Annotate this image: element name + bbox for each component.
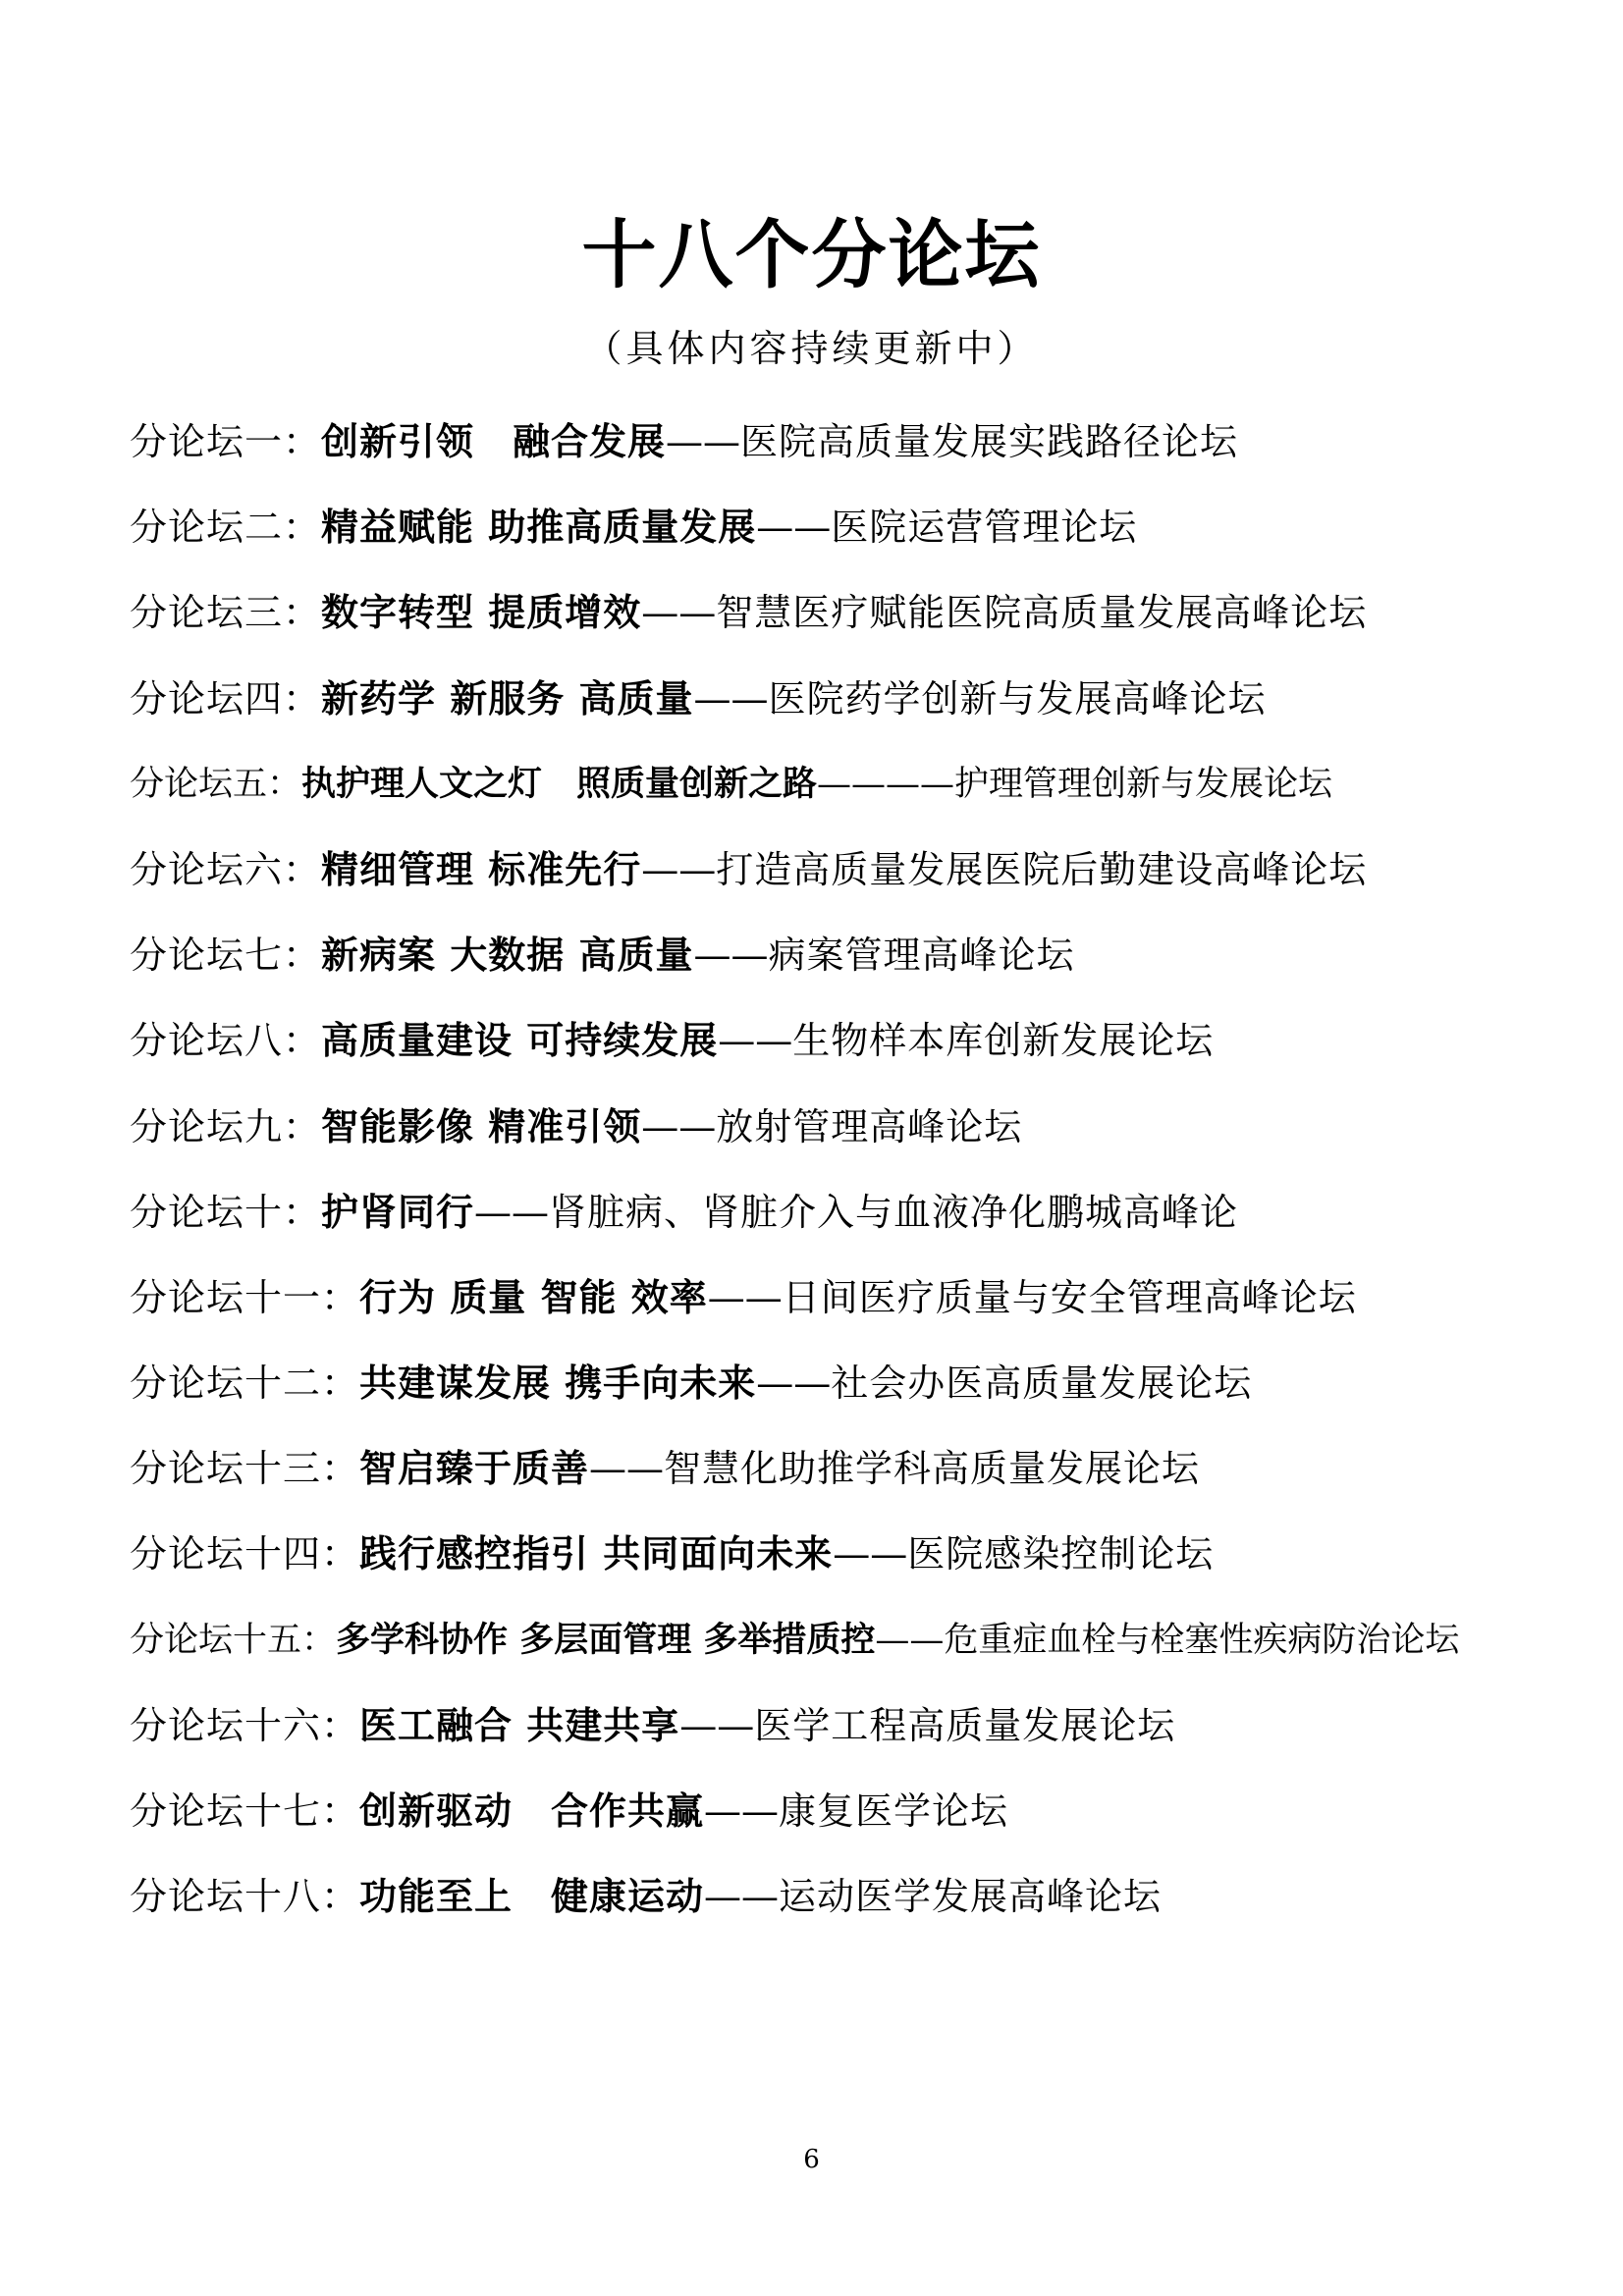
forum-dash: ———— (817, 764, 955, 804)
forum-topic: 医学工程高质量发展论坛 (754, 1703, 1176, 1747)
forum-list (130, 412, 1524, 1952)
forum-label: 分论坛十八： (130, 1875, 360, 1919)
forum-slogan: 执护理人文之灯 照质量创新之路 (301, 763, 818, 804)
forum-label: 分论坛十三： (130, 1447, 360, 1491)
forum-slogan: 智启臻于质善 (359, 1446, 590, 1491)
forum-slogan: 高质量建设 可持续发展 (321, 1018, 719, 1063)
forum-dash: —— (693, 934, 769, 978)
forum-slogan: 多学科协作 多层面管理 多举措质控 (336, 1619, 876, 1660)
forum-topic: 护理管理创新与发展论坛 (954, 764, 1333, 804)
forum-dash: —— (875, 1620, 945, 1660)
forum-dash: —— (679, 1703, 755, 1747)
page-number: 6 (803, 2145, 820, 2174)
forum-label: 分论坛九： (130, 1104, 322, 1148)
forum-topic: 医院运营管理论坛 (831, 506, 1138, 550)
forum-dash: —— (833, 1532, 908, 1576)
page-subtitle: （具体内容持续更新中） (584, 327, 1039, 370)
forum-label: 分论坛五： (130, 764, 302, 804)
forum-label: 分论坛十： (130, 1190, 322, 1234)
forum-label: 分论坛六： (130, 847, 322, 891)
forum-slogan: 精细管理 标准先行 (321, 846, 642, 891)
forum-dash: —— (589, 1447, 665, 1491)
forum-label: 分论坛四： (130, 676, 322, 721)
page-title: 十八个分论坛 (581, 211, 1042, 298)
forum-label: 分论坛十二： (130, 1362, 360, 1406)
forum-topic: 运动医学发展高峰论坛 (779, 1875, 1163, 1919)
forum-item-4 (130, 669, 1524, 755)
forum-label: 分论坛十一： (130, 1275, 360, 1319)
forum-item-16 (130, 1696, 1524, 1782)
forum-item-15 (130, 1611, 1524, 1696)
forum-label: 分论坛一： (130, 420, 322, 463)
forum-item-12 (130, 1354, 1524, 1439)
forum-item-9 (130, 1097, 1524, 1183)
forum-item-10 (130, 1183, 1524, 1268)
forum-topic: 放射管理高峰论坛 (716, 1104, 1023, 1148)
forum-dash: —— (474, 1190, 550, 1234)
forum-label: 分论坛十四： (130, 1532, 360, 1576)
forum-topic: 医院药学创新与发展高峰论坛 (768, 676, 1267, 721)
forum-item-14 (130, 1524, 1524, 1610)
forum-topic: 医院感染控制论坛 (907, 1532, 1215, 1576)
forum-item-13 (130, 1439, 1524, 1524)
forum-dash: —— (666, 420, 741, 463)
forum-item-8 (130, 1011, 1524, 1096)
forum-label: 分论坛十七： (130, 1789, 360, 1833)
forum-dash: —— (641, 1104, 717, 1148)
forum-label: 分论坛七： (130, 934, 322, 978)
forum-dash: —— (704, 1789, 780, 1833)
forum-topic: 社会办医高质量发展论坛 (831, 1362, 1253, 1406)
forum-item-2 (130, 498, 1524, 583)
forum-label: 分论坛十六： (130, 1703, 360, 1747)
forum-topic: 康复医学论坛 (779, 1789, 1009, 1833)
forum-slogan: 功能至上 健康运动 (359, 1874, 705, 1919)
forum-dash: —— (641, 591, 717, 635)
forum-item-18 (130, 1867, 1524, 1952)
forum-item-6 (130, 840, 1524, 926)
forum-label: 分论坛二： (130, 506, 322, 550)
forum-dash: —— (693, 676, 769, 721)
forum-slogan: 践行感控指引 共同面向未来 (359, 1531, 834, 1576)
forum-slogan: 新药学 新服务 高质量 (321, 675, 694, 721)
forum-item-1 (130, 412, 1524, 498)
forum-label: 分论坛三： (130, 591, 322, 635)
forum-slogan: 创新驱动 合作共赢 (359, 1789, 705, 1833)
forum-topic: 医院高质量发展实践路径论坛 (740, 420, 1239, 463)
forum-topic: 生物样本库创新发展论坛 (792, 1019, 1215, 1063)
forum-topic: 打造高质量发展医院后勤建设高峰论坛 (716, 847, 1368, 891)
forum-item-11 (130, 1268, 1524, 1354)
forum-topic: 智慧医疗赋能医院高质量发展高峰论坛 (716, 591, 1368, 635)
forum-slogan: 行为 质量 智能 效率 (359, 1274, 708, 1319)
forum-item-3 (130, 583, 1524, 668)
forum-slogan: 智能影像 精准引领 (321, 1103, 642, 1148)
forum-topic: 日间医疗质量与安全管理高峰论坛 (782, 1275, 1357, 1319)
forum-slogan: 创新引领 融合发展 (321, 419, 667, 463)
forum-slogan: 护肾同行 (321, 1189, 475, 1234)
forum-dash: —— (756, 1362, 832, 1406)
forum-item-17 (130, 1782, 1524, 1867)
forum-topic: 危重症血栓与栓塞性疾病防治论坛 (944, 1620, 1460, 1660)
forum-item-7 (130, 926, 1524, 1011)
forum-dash: —— (756, 506, 832, 550)
forum-slogan: 医工融合 共建共享 (359, 1702, 680, 1747)
forum-dash: —— (704, 1875, 780, 1919)
forum-slogan: 精益赋能 助推高质量发展 (321, 505, 757, 550)
forum-topic: 肾脏病、肾脏介入与血液净化鹏城高峰论 (549, 1190, 1239, 1234)
forum-topic: 病案管理高峰论坛 (768, 934, 1075, 978)
forum-label: 分论坛八： (130, 1019, 322, 1063)
forum-slogan: 新病案 大数据 高质量 (321, 933, 694, 978)
forum-topic: 智慧化助推学科高质量发展论坛 (664, 1447, 1201, 1491)
forum-label: 分论坛十五： (130, 1620, 337, 1660)
forum-item-5 (130, 755, 1524, 840)
forum-slogan: 共建谋发展 携手向未来 (359, 1361, 757, 1406)
forum-dash: —— (718, 1019, 793, 1063)
forum-dash: —— (641, 847, 717, 891)
forum-dash: —— (707, 1275, 783, 1319)
forum-slogan: 数字转型 提质增效 (321, 590, 642, 635)
